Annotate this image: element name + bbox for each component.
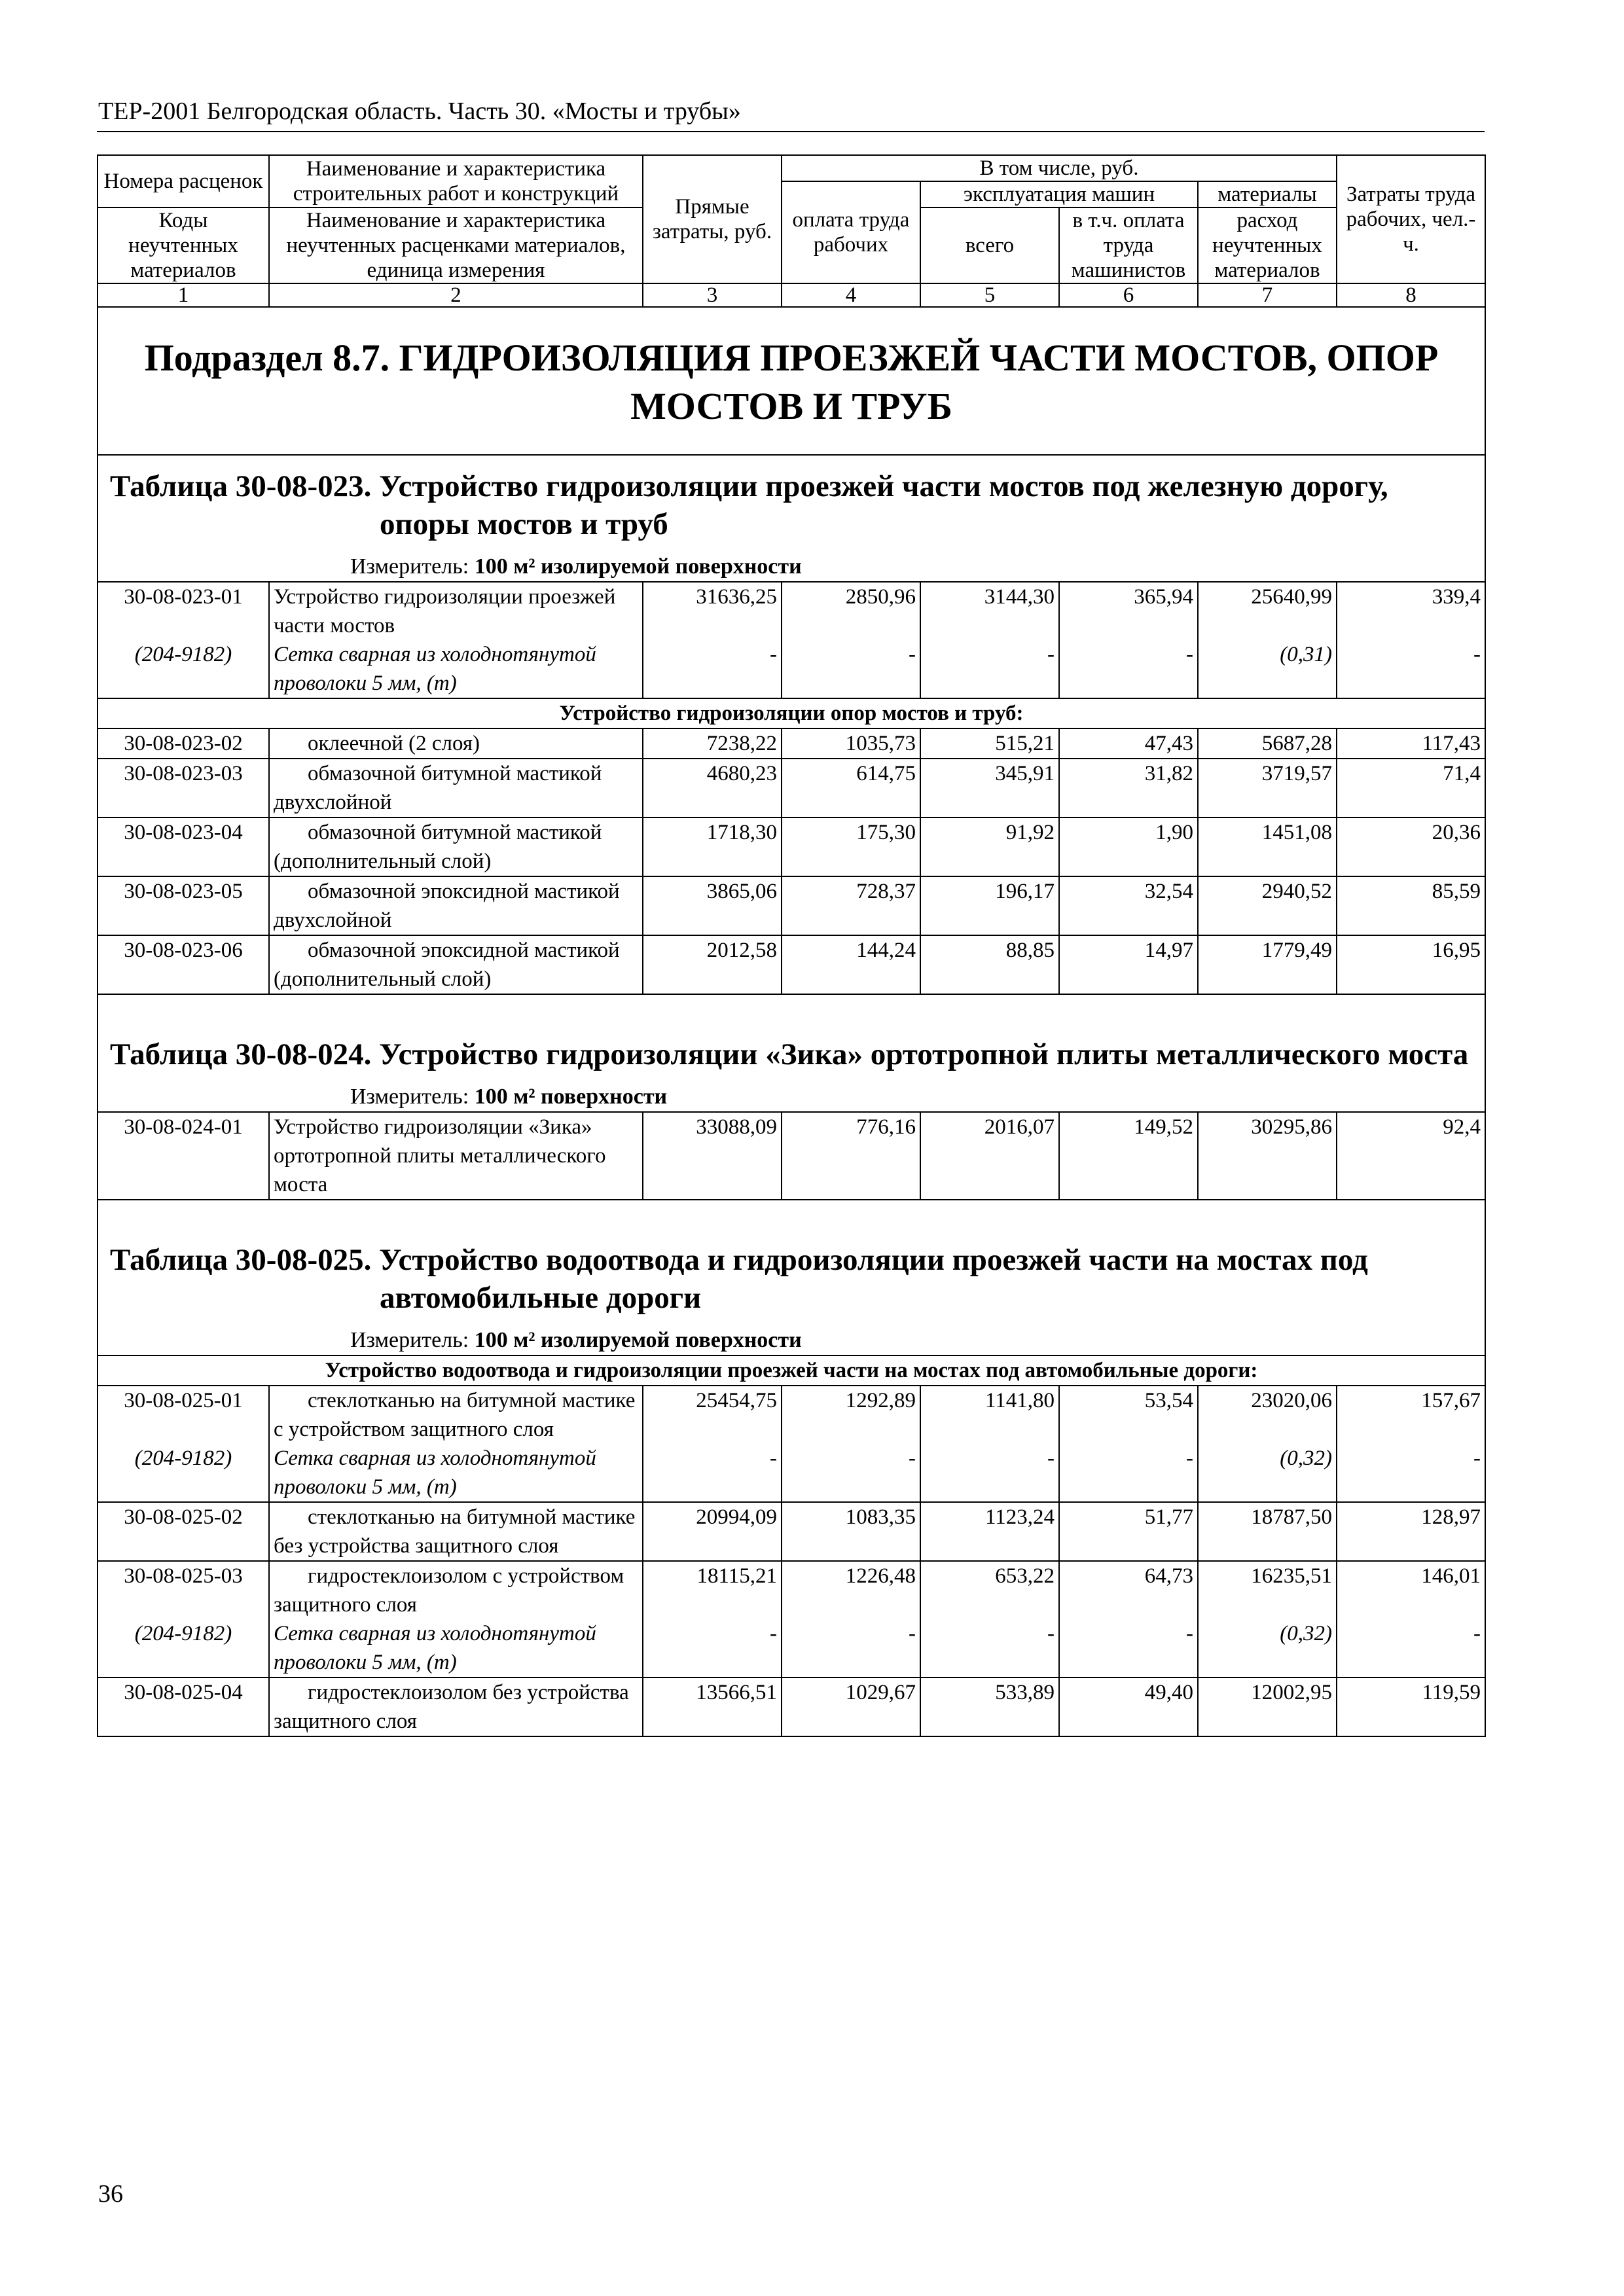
- rate-name: Сетка сварная из холоднотянутой проволоки 5 мм, (т): [269, 640, 643, 698]
- measure-value: 100 м² изолируемой поверхности: [474, 554, 802, 579]
- group-heading: Устройство водоотвода и гидроизоляции проезжей части на мостах под автомобильные дороги:: [98, 1355, 1485, 1386]
- column-number: 2: [269, 283, 643, 307]
- rate-name: оклеечной (2 слоя): [269, 728, 643, 759]
- value-c4: -: [782, 640, 920, 698]
- col-unaccounted-consumption: расход неучтенных материалов: [1198, 207, 1337, 283]
- column-number: 8: [1337, 283, 1485, 307]
- rate-row: [98, 817, 1485, 876]
- material-row: [98, 1444, 1485, 1502]
- value-c3: -: [643, 1444, 782, 1502]
- rate-code: 30-08-025-02: [98, 1502, 269, 1561]
- value-c7: 1779,49: [1198, 935, 1337, 994]
- rate-name: Сетка сварная из холоднотянутой проволоки 5 мм, (т): [269, 1444, 643, 1502]
- rate-row: [98, 582, 1485, 640]
- value-c7: 25640,99: [1198, 582, 1337, 640]
- value-c8: -: [1337, 640, 1485, 698]
- col-total: всего: [920, 207, 1059, 283]
- rate-code: (204-9182): [98, 1444, 269, 1502]
- value-c7: 2940,52: [1198, 876, 1337, 935]
- table-body: [98, 455, 1485, 1736]
- value-c3: 7238,22: [643, 728, 782, 759]
- value-c8: 92,4: [1337, 1112, 1485, 1200]
- material-row: [98, 1619, 1485, 1677]
- value-c7: 30295,86: [1198, 1112, 1337, 1200]
- col-work-name: Наименование и характеристика строительных работ и конструкций: [269, 155, 643, 207]
- rate-code: 30-08-024-01: [98, 1112, 269, 1200]
- value-c3: 4680,23: [643, 759, 782, 817]
- value-c3: -: [643, 1619, 782, 1677]
- rate-name: обмазочной битумной мастикой двухслойной: [269, 759, 643, 817]
- value-c5: 533,89: [920, 1677, 1059, 1736]
- header-rule: [97, 131, 1485, 132]
- value-c6: 64,73: [1059, 1561, 1198, 1619]
- value-c5: 3144,30: [920, 582, 1059, 640]
- table-title-cell: [98, 1200, 1485, 1317]
- rate-row: [98, 876, 1485, 935]
- value-c5: 1123,24: [920, 1502, 1059, 1561]
- rate-name: стеклотканью на битумной мастике с устройством защитного слоя: [269, 1386, 643, 1444]
- column-numbers-row: [98, 283, 1485, 307]
- rate-code: 30-08-023-04: [98, 817, 269, 876]
- value-c4: 614,75: [782, 759, 920, 817]
- col-unaccounted-codes: Коды неучтенных материалов: [98, 207, 269, 283]
- measure-value: 100 м² поверхности: [474, 1085, 668, 1109]
- running-header: ТЕР-2001 Белгородская область. Часть 30. «Мосты и трубы»: [98, 98, 741, 125]
- value-c6: 149,52: [1059, 1112, 1198, 1200]
- rate-code: (204-9182): [98, 1619, 269, 1677]
- value-c3: 33088,09: [643, 1112, 782, 1200]
- rate-code: 30-08-023-02: [98, 728, 269, 759]
- col-machinist-pay: в т.ч. оплата труда машинистов: [1059, 207, 1198, 283]
- value-c7: (0,32): [1198, 1444, 1337, 1502]
- value-c4: 776,16: [782, 1112, 920, 1200]
- rate-code: 30-08-025-03: [98, 1561, 269, 1619]
- value-c3: 13566,51: [643, 1677, 782, 1736]
- value-c7: 23020,06: [1198, 1386, 1337, 1444]
- material-row: [98, 640, 1485, 698]
- col-including: В том числе, руб.: [782, 155, 1337, 181]
- value-c4: 144,24: [782, 935, 920, 994]
- header-row-1: [98, 155, 1485, 181]
- col-rates-number: Номера расценок: [98, 155, 269, 207]
- value-c4: 1035,73: [782, 728, 920, 759]
- value-c8: 146,01: [1337, 1561, 1485, 1619]
- value-c7: 12002,95: [1198, 1677, 1337, 1736]
- rate-code: 30-08-023-03: [98, 759, 269, 817]
- measure-value: 100 м² изолируемой поверхности: [474, 1328, 802, 1352]
- table-title-row: [98, 455, 1485, 543]
- value-c8: 119,59: [1337, 1677, 1485, 1736]
- table-title-cell: [98, 994, 1485, 1073]
- page-number: 36: [98, 2180, 123, 2208]
- value-c6: -: [1059, 640, 1198, 698]
- value-c4: -: [782, 1619, 920, 1677]
- col-unaccounted-names: Наименование и характеристика неучтенных расценками материалов, единица измерения: [269, 207, 643, 283]
- value-c4: -: [782, 1444, 920, 1502]
- value-c6: 365,94: [1059, 582, 1198, 640]
- value-c8: 117,43: [1337, 728, 1485, 759]
- value-c8: -: [1337, 1444, 1485, 1502]
- table-title: Таблица 30-08-024. Устройство гидроизоляции «Зика» ортотропной плиты металлического моста: [110, 1037, 1469, 1071]
- value-c3: 31636,25: [643, 582, 782, 640]
- value-c8: 85,59: [1337, 876, 1485, 935]
- rate-code: (204-9182): [98, 640, 269, 698]
- value-c4: 175,30: [782, 817, 920, 876]
- rate-row: [98, 1112, 1485, 1200]
- value-c7: 1451,08: [1198, 817, 1337, 876]
- rate-code: 30-08-025-01: [98, 1386, 269, 1444]
- rate-name: обмазочной эпоксидной мастикой двухслойной: [269, 876, 643, 935]
- value-c5: 2016,07: [920, 1112, 1059, 1200]
- column-number: 1: [98, 283, 269, 307]
- value-c3: 18115,21: [643, 1561, 782, 1619]
- measure-label: Измеритель:: [350, 1085, 469, 1109]
- table-title: Таблица 30-08-023. Устройство гидроизоляции проезжей части мостов под железную дорогу, опоры мостов и труб: [110, 469, 1388, 541]
- value-c8: 157,67: [1337, 1386, 1485, 1444]
- rates-table: [97, 154, 1486, 1737]
- value-c8: 71,4: [1337, 759, 1485, 817]
- value-c7: 3719,57: [1198, 759, 1337, 817]
- value-c6: 53,54: [1059, 1386, 1198, 1444]
- value-c6: 49,40: [1059, 1677, 1198, 1736]
- value-c8: 339,4: [1337, 582, 1485, 640]
- value-c8: -: [1337, 1619, 1485, 1677]
- value-c3: -: [643, 640, 782, 698]
- measure-label: Измеритель:: [350, 1328, 469, 1352]
- group-row: [98, 698, 1485, 728]
- rate-row: [98, 759, 1485, 817]
- value-c5: -: [920, 1444, 1059, 1502]
- section-cell: [98, 307, 1485, 455]
- rate-name: стеклотканью на битумной мастике без устройства защитного слоя: [269, 1502, 643, 1561]
- value-c4: 1226,48: [782, 1561, 920, 1619]
- value-c6: 32,54: [1059, 876, 1198, 935]
- column-number: 5: [920, 283, 1059, 307]
- value-c8: 16,95: [1337, 935, 1485, 994]
- value-c5: 345,91: [920, 759, 1059, 817]
- value-c4: 728,37: [782, 876, 920, 935]
- value-c5: 88,85: [920, 935, 1059, 994]
- value-c3: 20994,09: [643, 1502, 782, 1561]
- value-c8: 128,97: [1337, 1502, 1485, 1561]
- value-c5: -: [920, 1619, 1059, 1677]
- table-title-row: [98, 994, 1485, 1073]
- value-c7: 5687,28: [1198, 728, 1337, 759]
- value-c5: -: [920, 640, 1059, 698]
- section-row: [98, 307, 1485, 455]
- value-c7: (0,31): [1198, 640, 1337, 698]
- value-c5: 196,17: [920, 876, 1059, 935]
- rate-name: обмазочной эпоксидной мастикой (дополнительный слой): [269, 935, 643, 994]
- rate-code: 30-08-023-01: [98, 582, 269, 640]
- group-row: [98, 1355, 1485, 1386]
- rate-name: Устройство гидроизоляции проезжей части мостов: [269, 582, 643, 640]
- value-c6: -: [1059, 1444, 1198, 1502]
- table-title-row: [98, 1200, 1485, 1317]
- table-title-cell: [98, 455, 1485, 543]
- value-c7: 18787,50: [1198, 1502, 1337, 1561]
- rate-name: гидростеклоизолом с устройством защитного слоя: [269, 1561, 643, 1619]
- rate-row: [98, 1502, 1485, 1561]
- measure-row: [98, 1073, 1485, 1112]
- value-c8: 20,36: [1337, 817, 1485, 876]
- measure-cell: [98, 543, 1485, 582]
- measure-cell: [98, 1317, 1485, 1355]
- measure-label: Измеритель:: [350, 554, 469, 579]
- value-c7: 16235,51: [1198, 1561, 1337, 1619]
- value-c4: 2850,96: [782, 582, 920, 640]
- col-machine-operation: эксплуатация машин: [920, 181, 1198, 207]
- rate-row: [98, 1561, 1485, 1619]
- value-c5: 653,22: [920, 1561, 1059, 1619]
- rate-name: Устройство гидроизоляции «Зика» ортотропной плиты металлического моста: [269, 1112, 643, 1200]
- value-c6: 31,82: [1059, 759, 1198, 817]
- rate-name: обмазочной битумной мастикой (дополнительный слой): [269, 817, 643, 876]
- column-number: 4: [782, 283, 920, 307]
- rate-name: Сетка сварная из холоднотянутой проволоки 5 мм, (т): [269, 1619, 643, 1677]
- column-number: 7: [1198, 283, 1337, 307]
- value-c3: 3865,06: [643, 876, 782, 935]
- col-direct-costs: Прямые затраты, руб.: [643, 155, 782, 283]
- value-c6: 47,43: [1059, 728, 1198, 759]
- value-c6: 51,77: [1059, 1502, 1198, 1561]
- value-c3: 1718,30: [643, 817, 782, 876]
- table-title: Таблица 30-08-025. Устройство водоотвода и гидроизоляции проезжей части на мостах под автомобильные дороги: [110, 1243, 1368, 1315]
- column-number: 3: [643, 283, 782, 307]
- col-worker-pay: оплата труда рабочих: [782, 181, 920, 283]
- measure-row: [98, 543, 1485, 582]
- value-c6: 14,97: [1059, 935, 1198, 994]
- value-c3: 2012,58: [643, 935, 782, 994]
- column-number: 6: [1059, 283, 1198, 307]
- value-c5: 1141,80: [920, 1386, 1059, 1444]
- value-c4: 1083,35: [782, 1502, 920, 1561]
- measure-cell: [98, 1073, 1485, 1112]
- rate-row: [98, 728, 1485, 759]
- rate-name: гидростеклоизолом без устройства защитного слоя: [269, 1677, 643, 1736]
- value-c4: 1029,67: [782, 1677, 920, 1736]
- rate-code: 30-08-023-06: [98, 935, 269, 994]
- col-labor-costs: Затраты труда рабочих, чел.-ч.: [1337, 155, 1485, 283]
- rate-row: [98, 935, 1485, 994]
- value-c5: 91,92: [920, 817, 1059, 876]
- value-c3: 25454,75: [643, 1386, 782, 1444]
- col-materials: материалы: [1198, 181, 1337, 207]
- rate-code: 30-08-023-05: [98, 876, 269, 935]
- value-c6: 1,90: [1059, 817, 1198, 876]
- value-c4: 1292,89: [782, 1386, 920, 1444]
- value-c7: (0,32): [1198, 1619, 1337, 1677]
- measure-row: [98, 1317, 1485, 1355]
- rate-row: [98, 1677, 1485, 1736]
- value-c5: 515,21: [920, 728, 1059, 759]
- group-heading: Устройство гидроизоляции опор мостов и труб:: [98, 698, 1485, 728]
- rate-code: 30-08-025-04: [98, 1677, 269, 1736]
- section-title: Подраздел 8.7. ГИДРОИЗОЛЯЦИЯ ПРОЕЗЖЕЙ ЧАСТИ МОСТОВ, ОПОР МОСТОВ И ТРУБ: [144, 336, 1439, 427]
- rate-row: [98, 1386, 1485, 1444]
- value-c6: -: [1059, 1619, 1198, 1677]
